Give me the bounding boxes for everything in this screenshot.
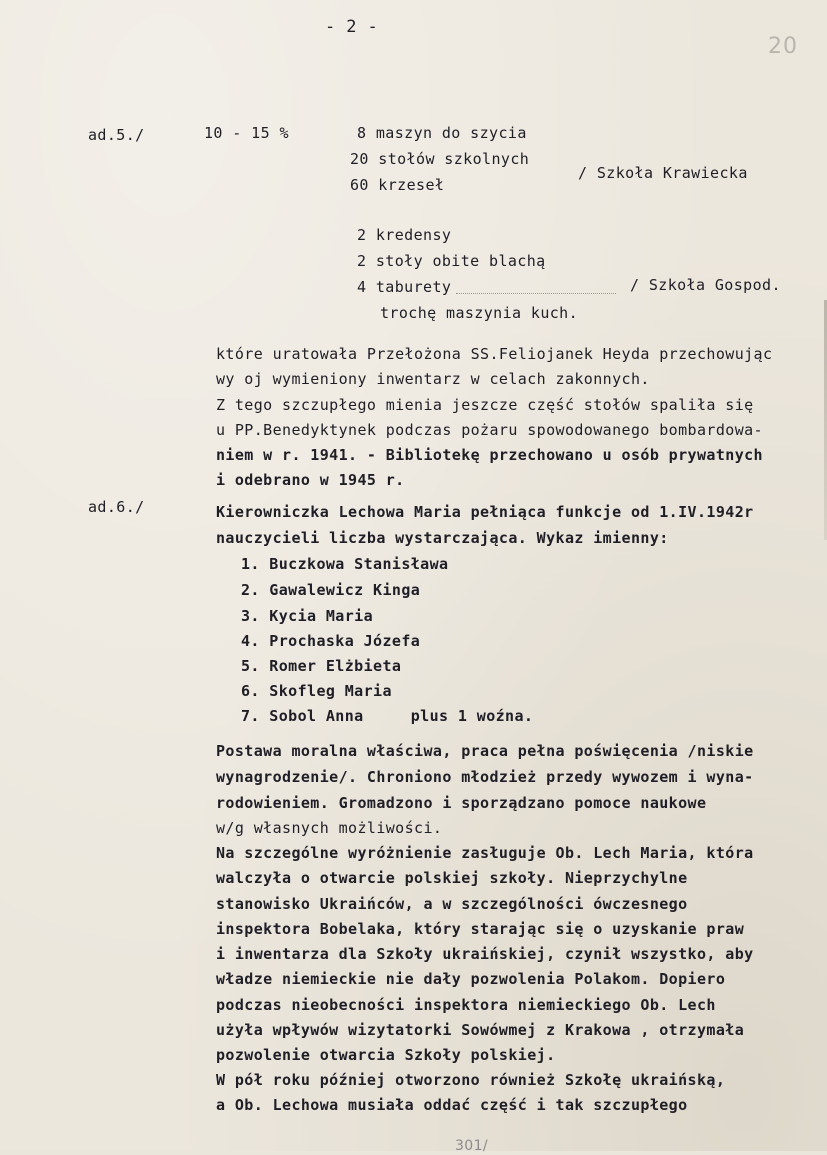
paragraph-line: Na szczególne wyróżnienie zasługuje Ob. Lech Maria, która xyxy=(216,844,754,862)
paragraph-line: stanowisko Ukraińców, a w szczególności ówczesnego xyxy=(216,895,688,913)
section5-label: ad.5./ xyxy=(88,126,145,144)
paragraph-line: inspektora Bobelaka, który starając się o uzyskanie praw xyxy=(216,920,745,938)
school-household: / Szkoła Gospod. xyxy=(630,276,781,294)
list-item: 2 kredensy xyxy=(357,226,452,244)
staff-item: 2. Gawalewicz Kinga xyxy=(241,581,421,599)
paragraph-line: wy oj wymieniony inwentarz w celach zakonnych. xyxy=(216,370,650,388)
paragraph-line: podczas nieobecności inspektora niemieckiego Ob. Lech xyxy=(216,996,716,1014)
staff-item: 4. Prochaska Józefa xyxy=(241,632,421,650)
staff-item: 6. Skofleg Maria xyxy=(241,682,392,700)
list-item: 60 krzeseł xyxy=(350,176,445,194)
paragraph-line: a Ob. Lechowa musiała oddać część i tak szczupłego xyxy=(216,1096,688,1114)
staff-item: 1. Buczkowa Stanisława xyxy=(241,555,449,573)
section5-percent: 10 - 15 % xyxy=(204,124,289,142)
paragraph-line: Z tego szczupłego mienia jeszcze część stołów spaliła się xyxy=(216,396,754,414)
paragraph-line: wynagrodzenie/. Chroniono młodzież przedy wywozem i wyna- xyxy=(216,768,754,786)
page-number: - 2 - xyxy=(325,17,379,37)
list-item: 8 maszyn do szycia xyxy=(357,124,527,142)
list-item: trochę maszynia kuch. xyxy=(380,304,579,322)
paragraph-line: i inwentarza dla Szkoły ukraińskiej, czynił wszystko, aby xyxy=(216,945,754,963)
paragraph-line: użyła wpływów wizytatorki Sowówmej z Krakowa , otrzymała xyxy=(216,1021,745,1039)
bottom-pencil-mark: 301/ xyxy=(455,1138,489,1154)
paragraph-line: W pół roku później otworzono również Szkołę ukraińską, xyxy=(216,1071,726,1089)
paragraph-line: Postawa moralna właściwa, praca pełna poświęcenia /niskie xyxy=(216,742,754,760)
list-item: 2 stoły obite blachą xyxy=(357,252,546,270)
staff-item: 5. Romer Elżbieta xyxy=(241,657,402,675)
dotted-leader xyxy=(456,293,616,294)
paragraph-line: u PP.Benedyktynek podczas pożaru spowodowanego bombardowa- xyxy=(216,421,763,439)
paragraph-line: pozwolenie otwarcia Szkoły polskiej. xyxy=(216,1046,556,1064)
paragraph-line: władze niemieckie nie dały pozwolenia Polakom. Dopiero xyxy=(216,970,726,988)
list-item: 4 taburety xyxy=(357,278,452,296)
paragraph-line: i odebrano w 1945 r. xyxy=(216,471,405,489)
staff-item: 3. Kycia Maria xyxy=(241,607,374,625)
paragraph-line: walczyła o otwarcie polskiej szkoły. Nieprzychylne xyxy=(216,869,688,887)
paragraph-line: w/g własnych możliwości. xyxy=(216,819,443,837)
paragraph-line: nauczycieli liczba wystarczająca. Wykaz imienny: xyxy=(216,529,669,547)
school-tailoring: / Szkoła Krawiecka xyxy=(578,164,748,182)
paragraph-line: rodowieniem. Gromadzono i sporządzano pomoce naukowe xyxy=(216,794,707,812)
section6-label: ad.6./ xyxy=(88,498,145,516)
pencil-page-number: 20 xyxy=(768,34,798,59)
list-item: 20 stołów szkolnych xyxy=(350,150,530,168)
staff-item: 7. Sobol Anna plus 1 woźna. xyxy=(241,707,534,725)
paragraph-line: Kierowniczka Lechowa Maria pełniąca funkcje od 1.IV.1942r xyxy=(216,503,754,521)
paragraph-line: niem w r. 1941. - Bibliotekę przechowano u osób prywatnych xyxy=(216,446,763,464)
paragraph-line: które uratowała Przełożona SS.Feliojanek Heyda przechowując xyxy=(216,345,773,363)
